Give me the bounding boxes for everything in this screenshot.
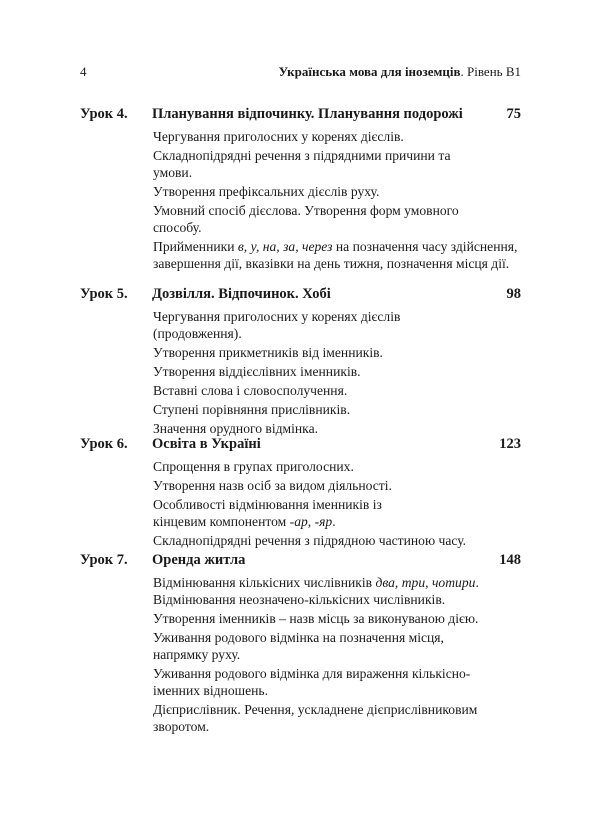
toc-entry-lesson-7[interactable]: [80, 552, 521, 737]
topic-item: Відмінювання неозначено-кількісних числівників.: [153, 592, 446, 607]
running-title: [279, 64, 521, 80]
lesson-title: Оренда житла: [152, 552, 246, 568]
topic-item: Утворення прикметників від іменників.: [153, 345, 383, 360]
topic-item: Уживання родового відмінка для вираження кількісно-іменних відношень.: [153, 666, 471, 698]
lesson-page-number: 98: [506, 286, 521, 302]
topic-item: Утворення префіксальних дієслів руху.: [153, 184, 380, 199]
topic-example: два, три, чотири: [375, 575, 476, 590]
topic-item: [153, 238, 523, 272]
topic-example: в, у, на, за, через: [237, 239, 333, 254]
lesson-title: Планування відпочинку. Планування подорожі: [152, 106, 463, 122]
topic-item: [153, 574, 523, 591]
toc-entry-lesson-4[interactable]: [80, 106, 521, 274]
book-title: Українська мова для іноземців: [278, 64, 461, 79]
toc-entry-lesson-5[interactable]: [80, 286, 521, 439]
lesson-page-number: 123: [499, 436, 521, 452]
topic-item: Утворення назв осіб за видом діяльності.: [153, 478, 392, 493]
topic-text: Відмінювання кількісних числівників: [153, 575, 376, 590]
page-number: 4: [80, 64, 87, 79]
topic-list: [153, 128, 521, 272]
topic-text: Прийменники: [153, 239, 238, 254]
topic-text: .: [475, 575, 479, 590]
topic-item: Ступені порівняння прислівників.: [153, 402, 351, 417]
topic-item: Значення орудного відмінка.: [153, 421, 319, 436]
topic-item: Складнопідрядні речення з підрядною частиною часу.: [153, 533, 467, 548]
topic-item: Чергування приголосних у коренях дієслів (продовження).: [153, 309, 401, 341]
topic-list: [153, 574, 521, 735]
lesson-title: Дозвілля. Відпочинок. Хобі: [152, 286, 331, 302]
lesson-label: Урок 5.: [80, 286, 128, 302]
topic-list: [153, 308, 521, 437]
book-level: . Рівень В1: [460, 64, 521, 79]
topic-item: Чергування приголосних у коренях дієслів.: [153, 129, 404, 144]
topic-example: -ар, -яр: [289, 514, 333, 529]
topic-list: [153, 458, 521, 549]
lesson-label: Урок 6.: [80, 436, 128, 452]
topic-item: Вставні слова і словосполучення.: [153, 383, 348, 398]
topic-item: [153, 496, 403, 530]
running-header: [80, 64, 521, 82]
topic-item: Умовний спосіб дієслова. Утворення форм умовного способу.: [153, 203, 459, 235]
lesson-label: Урок 7.: [80, 552, 128, 568]
topic-text: Особливості відмінювання іменників із кінцевим компонентом: [153, 497, 382, 529]
topic-item: Спрощення в групах приголосних.: [153, 459, 354, 474]
toc-entry-lesson-6[interactable]: [80, 436, 521, 551]
lesson-page-number: 148: [499, 552, 521, 568]
lesson-title: Освіта в Україні: [152, 436, 261, 452]
lesson-label: Урок 4.: [80, 106, 128, 122]
topic-item: Утворення іменників – назв місць за виконуваною дією.: [153, 611, 479, 626]
topic-item: Складнопідрядні речення з підрядними причини та умови.: [153, 148, 451, 180]
topic-text: .: [332, 514, 336, 529]
topic-text: на позначення часу здійснення, завершення дії, вказівки на день тижня, позначення місця дії.: [153, 239, 518, 271]
lesson-page-number: 75: [506, 106, 521, 122]
topic-item: Дієприслівник. Речення, ускладнене дієприслівниковим зворотом.: [153, 702, 478, 734]
topic-item: Утворення віддієслівних іменників.: [153, 364, 361, 379]
topic-item: Уживання родового відмінка на позначення місця, напрямку руху.: [153, 630, 444, 662]
